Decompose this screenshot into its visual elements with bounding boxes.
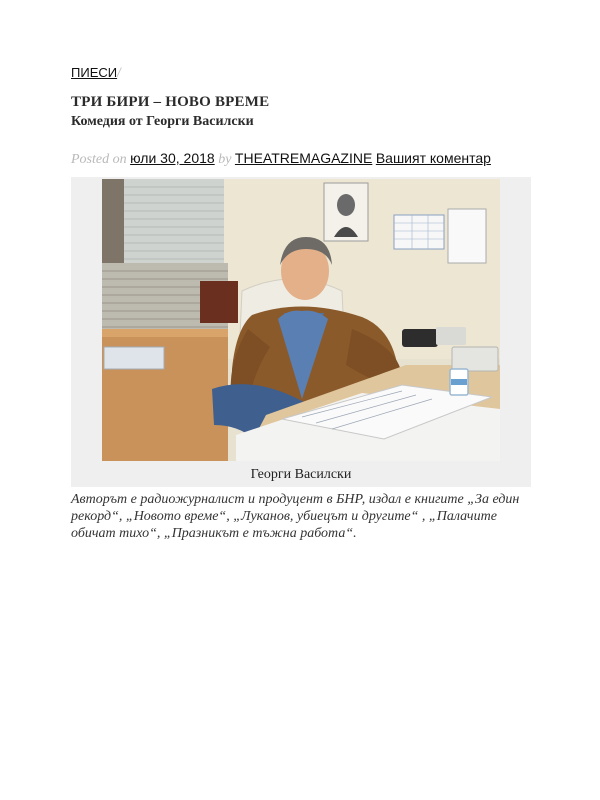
author-photo [102,179,500,461]
author-link[interactable]: THEATREMAGAZINE [234,150,373,166]
post-meta [71,149,531,169]
posted-on-label: Posted on [71,152,127,167]
category-breadcrumb [71,64,531,82]
author-bio: Авторът е радиожурналист и продуцент в БНР, издал е книгите „За един рекорд“, „Новото време“, „Луканов, убиецът и другите“ , „Палачите обичат тихо“, „Празникът е тъжна работа“. [71,492,520,541]
post-title: ТРИ БИРИ – НОВО ВРЕМЕ [71,94,270,110]
by-label: by [218,152,232,167]
post-date-link[interactable]: юли 30, 2018 [130,150,215,166]
post-subtitle: Комедия от Георги Василски [71,114,254,129]
photo-caption: Георги Василски [250,467,352,482]
photo-figure [71,177,531,487]
comment-link[interactable]: Вашият коментар [375,150,491,166]
category-link[interactable]: ПИЕСИ [71,65,118,80]
article [71,64,531,556]
category-separator: / [117,65,121,80]
